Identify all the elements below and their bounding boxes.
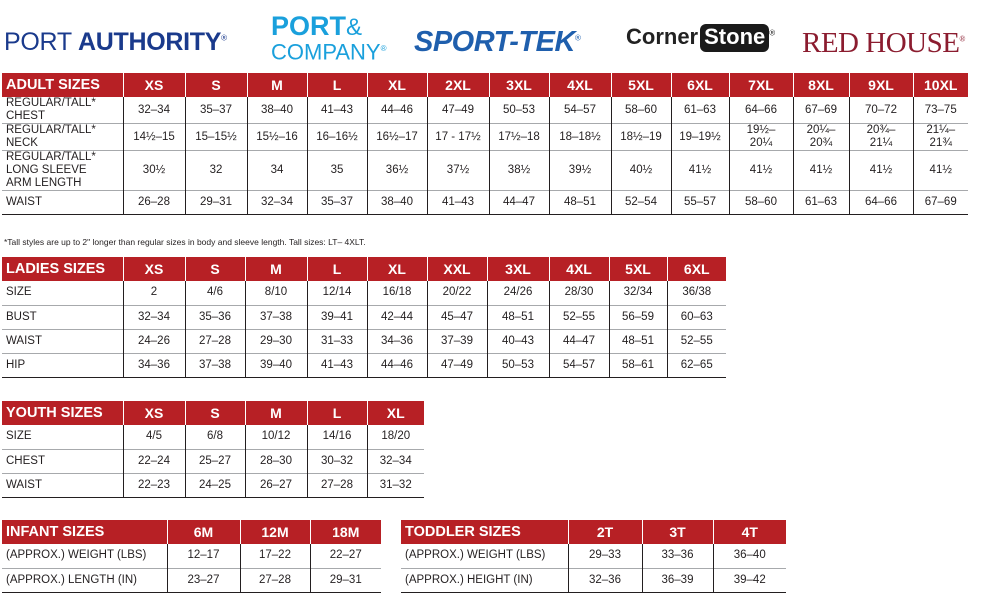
measurement-cell: 29–31 [310,568,381,592]
measurement-cell: 70–72 [849,97,913,124]
infant-header-row [2,520,381,544]
measurement-line: 15½–16 [256,130,298,143]
youth-sizes-table [2,401,424,498]
measurement-line: 14½–15 [133,130,175,143]
measurement-cell: 58–60 [729,191,793,215]
size-header: 12M [240,520,310,544]
measurement-cell: 37–38 [245,305,307,329]
size-header: 2XL [427,73,489,97]
measurement-cell: 44–46 [367,353,427,377]
measurement-cell: 27–28 [307,473,367,497]
measurement-cell: 38–40 [367,191,427,215]
measurement-cell: 50–53 [487,353,549,377]
measurement-cell: 48–51 [549,191,611,215]
measurement-cell: 61–63 [671,97,729,124]
adult-header-row [2,73,968,97]
measurement-cell: 62–65 [667,353,726,377]
measurement-cell: 27–28 [185,329,245,353]
measurement-cell: 29–31 [185,191,247,215]
row-label-line: REGULAR/TALL* [6,151,96,163]
size-header: M [245,257,307,281]
measurement-cell [549,124,611,151]
table-row [2,305,726,329]
measurement-line: 20¾– [866,124,896,136]
size-header: 7XL [729,73,793,97]
measurement-cell: 41½ [671,151,729,191]
measurement-cell: 61–63 [793,191,849,215]
tall-sizes-footnote: *Tall styles are up to 2" longer than regular sizes in body and sleeve length. Tall sizes: LT– 4XLT. [4,237,366,247]
measurement-cell [427,124,489,151]
table-row [2,124,968,151]
ladies-header-row [2,257,726,281]
measurement-cell: 38–40 [247,97,307,124]
size-header: 6M [167,520,240,544]
measurement-cell: 29–30 [245,329,307,353]
measurement-cell: 32–34 [123,97,185,124]
sport-tek-logo-text: SPORT-TEK [414,26,575,58]
measurement-cell: 52–55 [549,305,609,329]
size-header: S [185,257,245,281]
measurement-line: 19–19½ [679,130,721,143]
measurement-cell: 54–57 [549,97,611,124]
measurement-cell: 20/22 [427,281,487,305]
measurement-cell: 27–28 [240,568,310,592]
measurement-line: 21¼ [869,137,893,149]
measurement-cell: 47–49 [427,97,489,124]
measurement-cell [185,124,247,151]
measurement-cell: 42–44 [367,305,427,329]
measurement-cell: 37½ [427,151,489,191]
port-authority-logo-light: PORT [4,28,78,56]
measurement-cell: 26–28 [123,191,185,215]
row-label: CHEST [2,449,123,473]
toddler-table-title: TODDLER SIZES [401,520,568,544]
red-house-logo-text: RED HOUSE [802,27,960,59]
measurement-cell: 40–43 [487,329,549,353]
measurement-line: 17 - 17½ [435,130,481,143]
measurement-cell: 67–69 [913,191,968,215]
measurement-cell: 48–51 [609,329,667,353]
measurement-line: 16½–17 [376,130,418,143]
size-header: 3T [642,520,713,544]
table-row [401,568,786,592]
row-label-line: LONG SLEEVE [6,164,87,176]
measurement-cell: 58–61 [609,353,667,377]
measurement-cell [247,124,307,151]
measurement-cell: 64–66 [729,97,793,124]
measurement-cell: 52–55 [667,329,726,353]
row-label-line: REGULAR/TALL* [6,124,96,136]
measurement-cell: 2 [123,281,185,305]
youth-table-title: YOUTH SIZES [2,401,123,425]
ladies-sizes-table [2,257,726,378]
size-header: 9XL [849,73,913,97]
measurement-cell: 41½ [849,151,913,191]
measurement-cell: 32–34 [367,449,424,473]
measurement-cell: 47–49 [427,353,487,377]
measurement-cell: 41–43 [427,191,489,215]
measurement-cell: 35–37 [307,191,367,215]
row-label-line: WAIST [6,196,42,208]
red-house-logo-mark: ® [959,34,965,44]
row-label [2,151,123,191]
measurement-cell: 10/12 [245,425,307,449]
measurement-cell: 24–26 [123,329,185,353]
size-header: S [185,73,247,97]
table-row [2,191,968,215]
measurement-cell: 50–53 [489,97,549,124]
row-label: BUST [2,305,123,329]
table-row [2,353,726,377]
measurement-cell: 6/8 [185,425,245,449]
size-header: S [185,401,245,425]
measurement-line: 19½– [746,124,776,136]
measurement-cell: 41½ [793,151,849,191]
measurement-cell: 37–38 [185,353,245,377]
row-label: SIZE [6,286,32,299]
measurement-cell: 41–43 [307,353,367,377]
measurement-cell: 41½ [729,151,793,191]
size-header: XXL [427,257,487,281]
measurement-cell: 55–57 [671,191,729,215]
measurement-cell: 73–75 [913,97,968,124]
measurement-line: 20¾ [809,137,833,149]
size-header: XL [367,257,427,281]
cornerstone-logo-mark: ® [769,28,776,38]
measurement-cell: 22–24 [123,449,185,473]
measurement-cell: 32–34 [123,305,185,329]
adult-sizes-table [2,73,968,215]
measurement-cell: 22–23 [123,473,185,497]
table-row [2,97,968,124]
size-header: 5XL [611,73,671,97]
cornerstone-logo-part1: Corner [626,24,699,49]
port-company-logo [271,11,387,65]
measurement-line: 16–16½ [316,130,358,143]
row-label-line: REGULAR/TALL* [6,97,96,109]
row-label: WAIST [2,473,123,497]
row-label: WAIST [2,329,123,353]
measurement-cell: 38½ [489,151,549,191]
table-row [2,281,726,305]
row-label [2,191,123,215]
measurement-cell [913,124,968,151]
measurement-cell: 36/38 [667,281,726,305]
port-company-logo-amp: & [346,14,363,41]
size-header: M [245,401,307,425]
measurement-cell: 31–32 [367,473,424,497]
measurement-cell: 44–47 [489,191,549,215]
table-row [2,151,968,191]
table-row [2,329,726,353]
measurement-cell: 25–27 [185,449,245,473]
size-header: L [307,257,367,281]
measurement-cell: 30–32 [307,449,367,473]
measurement-line: 20¼ [749,137,773,149]
size-header: 3XL [487,257,549,281]
measurement-cell: 30½ [123,151,185,191]
measurement-cell: 39–40 [245,353,307,377]
youth-header-row [2,401,424,425]
cornerstone-logo [626,24,775,52]
size-header: 5XL [609,257,667,281]
measurement-cell [307,124,367,151]
measurement-cell: 8/10 [245,281,307,305]
measurement-cell: 34 [247,151,307,191]
row-label [2,97,123,124]
measurement-cell: 28/30 [549,281,609,305]
size-header: XS [123,257,185,281]
size-header: 6XL [667,257,726,281]
measurement-cell [123,124,185,151]
port-authority-logo [4,28,227,57]
measurement-cell: 32–36 [568,568,642,592]
row-label-line: ARM LENGTH [6,177,82,189]
measurement-cell: 24/26 [487,281,549,305]
row-label: HIP [2,353,123,377]
row-label: (APPROX.) WEIGHT (LBS) [405,549,546,562]
measurement-cell: 37–39 [427,329,487,353]
measurement-cell: 44–47 [549,329,609,353]
sport-tek-logo [414,26,580,59]
measurement-cell: 58–60 [611,97,671,124]
measurement-cell: 56–59 [609,305,667,329]
table-row [2,568,381,592]
red-house-logo [802,27,965,60]
size-header: 2T [568,520,642,544]
measurement-cell: 44–46 [367,97,427,124]
measurement-line: 20¼– [806,124,836,136]
measurement-cell: 52–54 [611,191,671,215]
measurement-cell: 39½ [549,151,611,191]
measurement-line: 18–18½ [559,130,601,143]
port-authority-logo-bold: AUTHORITY [78,28,222,56]
toddler-sizes-table [401,520,786,593]
measurement-cell: 31–33 [307,329,367,353]
row-label: (APPROX.) WEIGHT (LBS) [6,549,147,562]
size-header: XL [367,401,424,425]
measurement-line: 21¼– [926,124,956,136]
measurement-cell: 48–51 [487,305,549,329]
measurement-cell [489,124,549,151]
measurement-cell: 32 [185,151,247,191]
measurement-cell: 39–41 [307,305,367,329]
table-row [401,544,786,568]
measurement-cell: 4/6 [185,281,245,305]
row-label-line: NECK [6,137,38,149]
size-header: 6XL [671,73,729,97]
measurement-cell: 22–27 [310,544,381,568]
table-row [2,449,424,473]
measurement-cell: 34–36 [367,329,427,353]
measurement-cell: 35–37 [185,97,247,124]
table-row [2,425,424,449]
measurement-cell: 36–40 [713,544,786,568]
size-header: 4XL [549,73,611,97]
measurement-line: 15–15½ [195,130,237,143]
port-authority-logo-mark: ® [221,33,227,43]
size-header: 4XL [549,257,609,281]
measurement-cell: 16/18 [367,281,427,305]
adult-table-title: ADULT SIZES [2,73,123,97]
measurement-line: 17½–18 [498,130,540,143]
measurement-cell: 4/5 [123,425,185,449]
size-header: XS [123,73,185,97]
row-label: (APPROX.) HEIGHT (IN) [401,568,568,592]
row-label: SIZE [6,430,32,443]
measurement-cell: 67–69 [793,97,849,124]
measurement-cell: 32/34 [609,281,667,305]
ladies-table-title: LADIES SIZES [2,257,123,281]
size-header: L [307,73,367,97]
toddler-header-row [401,520,786,544]
size-header: 4T [713,520,786,544]
measurement-cell: 29–33 [568,544,642,568]
measurement-cell: 12–17 [167,544,240,568]
measurement-cell: 36–39 [642,568,713,592]
measurement-cell: 14/16 [307,425,367,449]
measurement-cell: 35 [307,151,367,191]
size-header: XS [123,401,185,425]
measurement-cell [849,124,913,151]
measurement-cell: 23–27 [167,568,240,592]
row-label: (APPROX.) LENGTH (IN) [2,568,167,592]
size-header: 3XL [489,73,549,97]
size-header: 10XL [913,73,968,97]
infant-table-title: INFANT SIZES [2,520,167,544]
size-header: XL [367,73,427,97]
measurement-line: 18½–19 [620,130,662,143]
table-row [2,473,424,497]
measurement-cell: 54–57 [549,353,609,377]
measurement-cell: 45–47 [427,305,487,329]
measurement-cell: 18/20 [367,425,424,449]
infant-sizes-table [2,520,381,593]
measurement-line: 21¾ [929,137,952,149]
measurement-cell: 24–25 [185,473,245,497]
row-label-line: CHEST [6,110,45,122]
measurement-cell [729,124,793,151]
size-header: M [247,73,307,97]
port-company-logo-mark: ® [380,44,387,53]
measurement-cell: 40½ [611,151,671,191]
measurement-cell: 35–36 [185,305,245,329]
sport-tek-logo-mark: ® [574,33,581,43]
size-header: 18M [310,520,381,544]
measurement-cell [793,124,849,151]
measurement-cell: 39–42 [713,568,786,592]
measurement-cell: 34–36 [123,353,185,377]
table-row [2,544,381,568]
measurement-cell: 60–63 [667,305,726,329]
measurement-cell: 32–34 [247,191,307,215]
cornerstone-logo-part2: Stone [700,24,769,52]
size-header: 8XL [793,73,849,97]
measurement-cell: 36½ [367,151,427,191]
measurement-cell: 33–36 [642,544,713,568]
measurement-cell [367,124,427,151]
measurement-cell: 12/14 [307,281,367,305]
measurement-cell: 17–22 [240,544,310,568]
size-header: L [307,401,367,425]
measurement-cell: 41½ [913,151,968,191]
port-company-logo-line2: COMPANY [271,39,381,65]
measurement-cell: 41–43 [307,97,367,124]
measurement-cell: 28–30 [245,449,307,473]
measurement-cell: 26–27 [245,473,307,497]
row-label [2,124,123,151]
measurement-cell: 64–66 [849,191,913,215]
measurement-cell [611,124,671,151]
measurement-cell [671,124,729,151]
port-company-logo-line1: PORT [271,11,347,41]
